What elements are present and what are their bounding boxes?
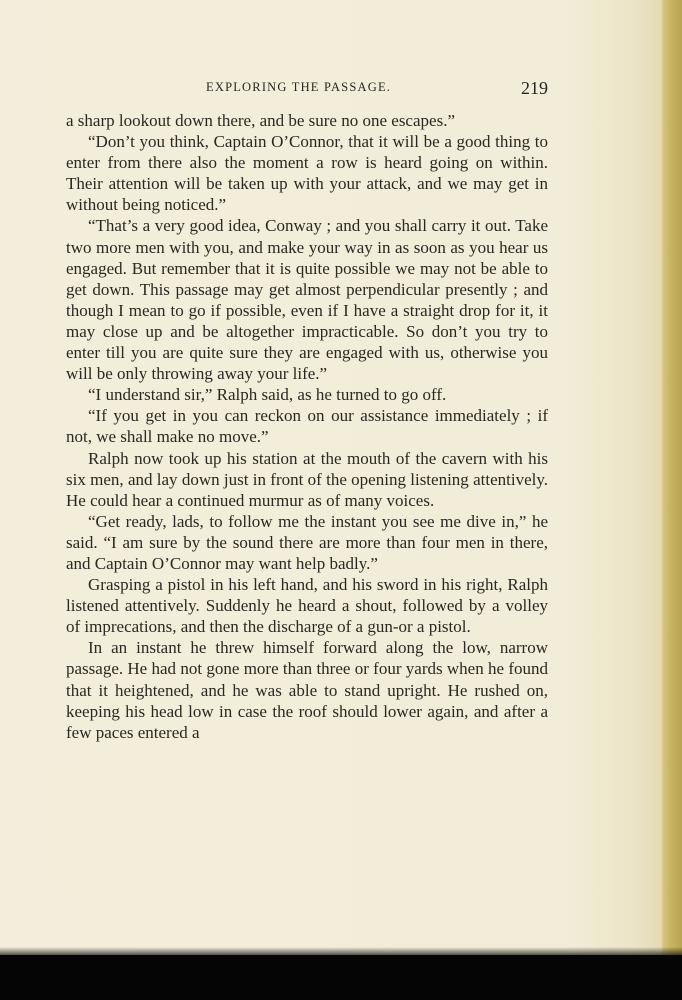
page-shadow [0, 947, 682, 959]
paragraph-9: In an instant he threw himself forward along the low, narrow passage. He had not gone more than three or four yards when he found that it heightened, and he was able to stand upright. He rushed on, keeping his head low in case the roof should lower again, and after a few paces entered a [66, 638, 548, 742]
paragraph-7: “Get ready, lads, to follow me the instant you see me dive in,” he said. “I am sure by the sound there are more than four men in there, and Captain O’Connor may want help badly.” [66, 511, 548, 573]
scan-background [0, 955, 682, 1000]
page-number: 219 [521, 78, 548, 98]
paragraph-8: Grasping a pistol in his left hand, and his sword in his right, Ralph listened attentively. Suddenly he heard a shout, followed by a volley of imprecations, and then the discharge of a gun-or a pistol. [66, 575, 548, 637]
page-edge [662, 0, 682, 958]
running-head: EXPLORING THE PASSAGE. [206, 80, 392, 94]
paragraph-5: “If you get in you can reckon on our assistance immediately ; if not, we shall make no move.” [66, 406, 548, 447]
body-text [66, 110, 548, 743]
paragraph-3: “That’s a very good idea, Conway ; and you shall carry it out. Take two more men with you, and make your way in as soon as you hear us engaged. But remember that it is quite possible we may not be able to get down. This passage may get almost perpendicular presently ; and though I mean to go if possible, even if I have a straight drop for it, it may close up and be altogether impracticable. So don’t you try to enter till you are quite sure they are engaged with us, otherwise you will be only throwing away your life.” [66, 216, 548, 384]
paragraph-2: “Don’t you think, Captain O’Connor, that it will be a good thing to enter from there also the moment a row is heard going on within. Their attention will be taken up with your attack, and we may get in without being noticed.” [66, 132, 548, 215]
paragraph-6: Ralph now took up his station at the mouth of the cavern with his six men, and lay down just in front of the opening listening attentively. He could hear a continued murmur as of many voices. [66, 448, 548, 510]
paragraph-4: “I understand sir,” Ralph said, as he turned to go off. [88, 385, 447, 405]
page-header [66, 76, 548, 100]
paragraph-1: a sharp lookout down there, and be sure no one escapes.” [66, 111, 455, 130]
